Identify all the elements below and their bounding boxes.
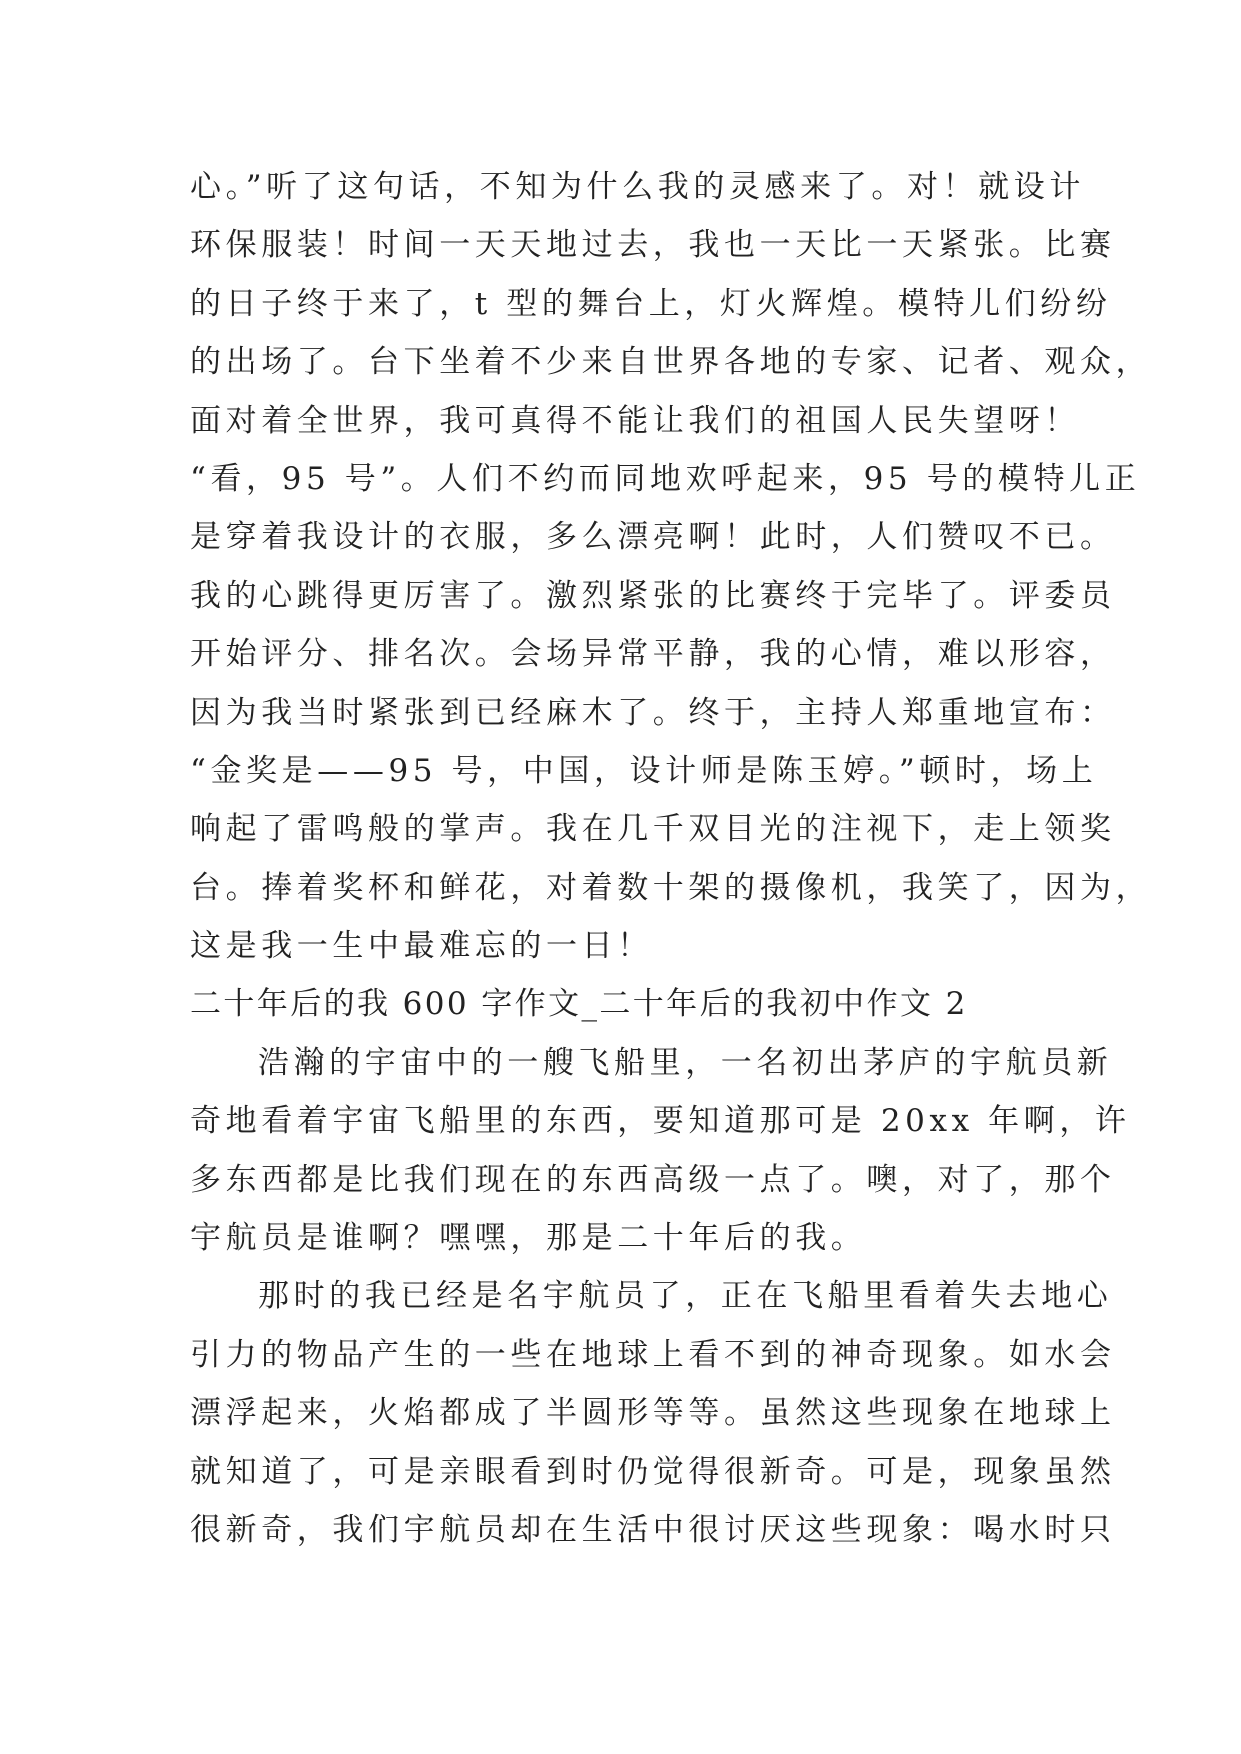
section-heading: 二十年后的我 600 字作文_二十年后的我初中作文 2 — [190, 986, 968, 1023]
text-line: 是穿着我设计的衣服，多么漂亮啊！此时，人们赞叹不已。 — [190, 519, 1116, 556]
text-line: 面对着全世界，我可真得不能让我们的祖国人民失望呀！ — [190, 402, 1080, 439]
text-line: 宇航员是谁啊？嘿嘿，那是二十年后的我。 — [190, 1220, 867, 1257]
text-line: 我的心跳得更厉害了。激烈紧张的比赛终于完毕了。评委员 — [190, 577, 1116, 614]
text-line: 环保服装！时间一天天地过去，我也一天比一天紧张。比赛 — [190, 227, 1116, 264]
text-line: 的出场了。台下坐着不少来自世界各地的专家、记者、观众， — [190, 344, 1152, 381]
text-line: 奇地看着宇宙飞船里的东西，要知道那可是 20xx 年啊，许 — [190, 1103, 1131, 1140]
text-line: 开始评分、排名次。会场异常平静，我的心情，难以形容， — [190, 636, 1116, 673]
text-line: 心。”听了这句话，不知为什么我的灵感来了。对！就设计 — [190, 169, 1085, 205]
document-body — [190, 158, 1152, 1559]
text-line: 台。捧着奖杯和鲜花，对着数十架的摄像机，我笑了，因为， — [190, 869, 1152, 906]
paragraph-2 — [190, 1034, 1131, 1268]
text-line: 响起了雷鸣般的掌声。我在几千双目光的注视下，走上领奖 — [190, 811, 1116, 848]
text-line: 就知道了，可是亲眼看到时仍觉得很新奇。可是，现象虽然 — [190, 1453, 1116, 1490]
text-line: “看，95 号”。人们不约而同地欢呼起来，95 号的模特儿正 — [190, 460, 1141, 497]
paragraph-1 — [190, 158, 1152, 975]
text-line: 浩瀚的宇宙中的一艘飞船里，一名初出茅庐的宇航员新 — [258, 1044, 1113, 1081]
text-line: 的日子终于来了，t 型的舞台上，灯火辉煌。模特儿们纷纷 — [190, 285, 1112, 322]
text-line: 引力的物品产生的一些在地球上看不到的神奇现象。如水会 — [190, 1336, 1116, 1373]
text-line: 漂浮起来，火焰都成了半圆形等等。虽然这些现象在地球上 — [190, 1395, 1116, 1432]
text-line: 因为我当时紧张到已经麻木了。终于，主持人郑重地宣布： — [190, 694, 1116, 731]
text-line: 那时的我已经是名宇航员了，正在飞船里看着失去地心 — [258, 1278, 1113, 1315]
text-line: 很新奇，我们宇航员却在生活中很讨厌这些现象：喝水时只 — [190, 1511, 1116, 1548]
paragraph-3 — [190, 1267, 1116, 1559]
text-line: “金奖是——95 号，中国，设计师是陈玉婷。”顿时，场上 — [190, 752, 1098, 789]
text-line: 这是我一生中最难忘的一日！ — [190, 928, 653, 965]
text-line: 多东西都是比我们现在的东西高级一点了。噢，对了，那个 — [190, 1161, 1116, 1198]
